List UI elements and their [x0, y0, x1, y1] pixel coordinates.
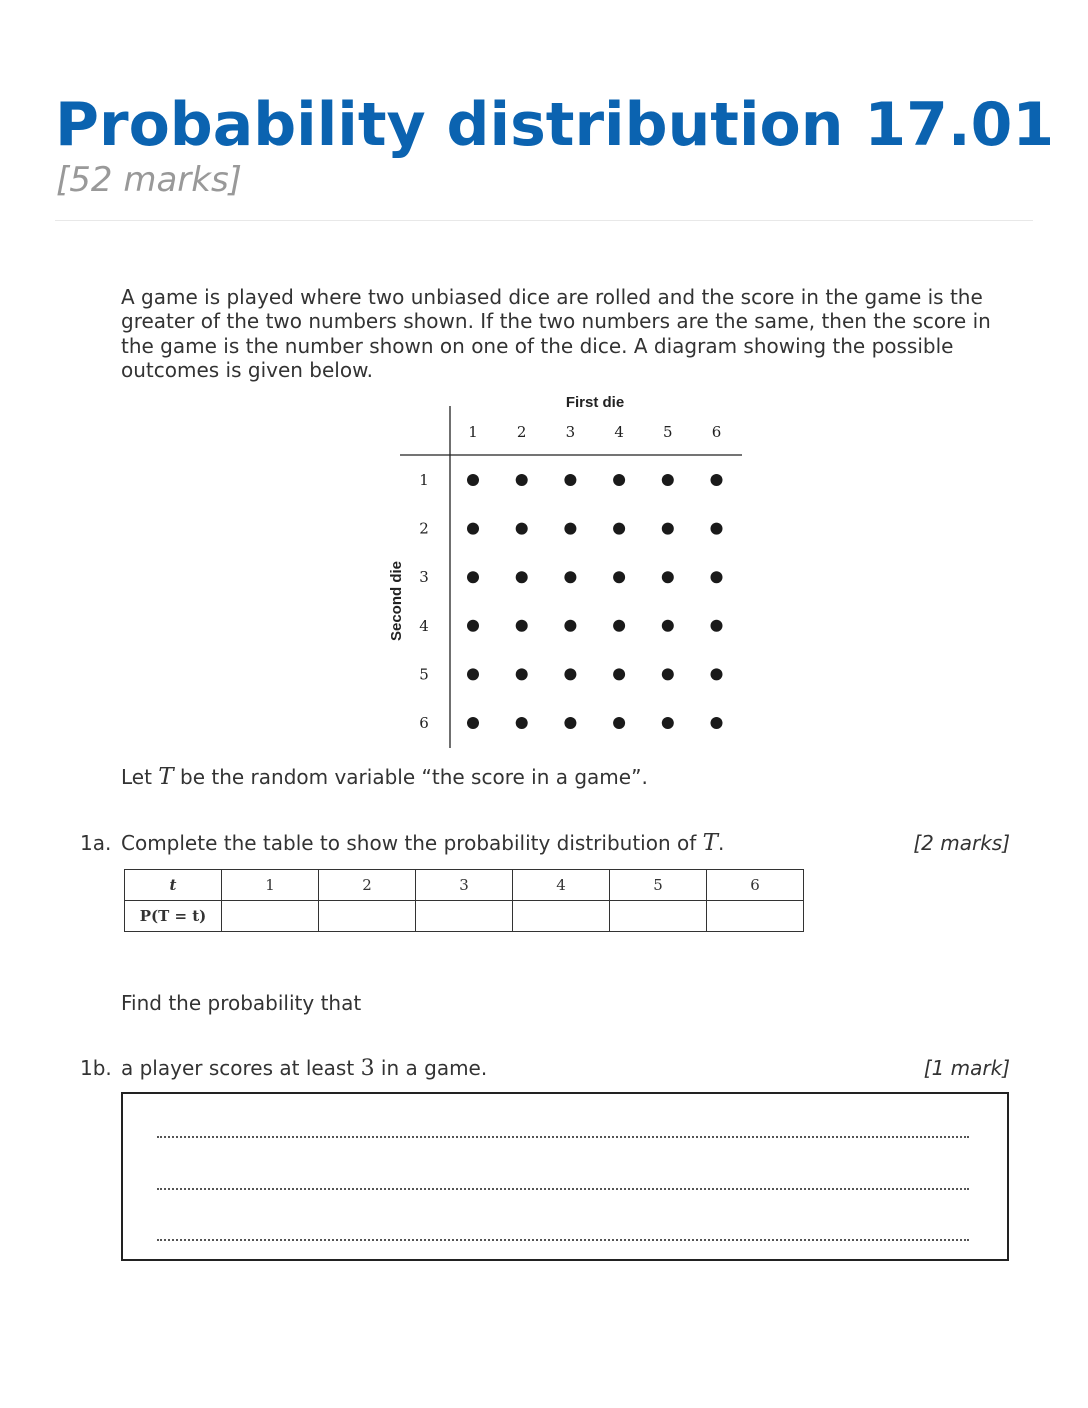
outcome-dot [711, 620, 723, 632]
column-label: 5 [663, 423, 673, 441]
answer-cell[interactable] [707, 901, 804, 932]
outcome-dot [711, 474, 723, 486]
column-label: 2 [516, 423, 527, 441]
outcome-dot [662, 571, 674, 583]
total-marks: [52 marks] [56, 160, 242, 200]
outcome-dot [662, 474, 674, 486]
outcome-dot [516, 523, 528, 535]
row-label: 1 [419, 471, 429, 489]
row-label: 5 [419, 665, 429, 684]
variable-t: T [702, 830, 718, 856]
row-label: 2 [419, 519, 429, 538]
variable-t: T [158, 764, 174, 790]
outcome-dot [467, 523, 479, 535]
answer-line [157, 1188, 969, 1190]
question-1a-marks: [2 marks] [913, 831, 1010, 855]
outcome-dot [711, 523, 723, 535]
outcome-dot [564, 620, 576, 632]
outcome-dot [711, 571, 723, 583]
page-title: Probability distribution 17.01 [55, 90, 1055, 160]
table-cell: 1 [222, 870, 319, 901]
row-label: 3 [419, 568, 429, 587]
outcome-dot [467, 474, 479, 486]
answer-cell[interactable] [610, 901, 707, 932]
outcome-dot [613, 717, 625, 729]
outcome-dot [711, 717, 723, 729]
question-1a-text: Complete the table to show the probability distribution of T. [121, 830, 725, 856]
outcome-dot [467, 717, 479, 729]
outcome-dot [467, 668, 479, 680]
second-die-label: Second die [388, 560, 405, 642]
question-1b-number: 1b. [80, 1056, 112, 1080]
outcome-dot [564, 668, 576, 680]
outcome-dot [467, 571, 479, 583]
outcome-dot [613, 523, 625, 535]
outcome-dot [516, 717, 528, 729]
table-header-probability: P(T = t) [125, 901, 222, 932]
table-row [125, 870, 804, 901]
outcome-dot [711, 668, 723, 680]
answer-cell[interactable] [513, 901, 610, 932]
outcome-dot [613, 620, 625, 632]
table-cell: 3 [416, 870, 513, 901]
question-1b-text: a player scores at least 3 in a game. [121, 1056, 488, 1081]
probability-distribution-table [124, 869, 804, 932]
outcome-dot [516, 474, 528, 486]
outcome-dot [516, 668, 528, 680]
table-cell: 6 [707, 870, 804, 901]
outcome-dot [516, 620, 528, 632]
row-label: 6 [419, 714, 429, 732]
question-1b-marks: [1 mark] [923, 1056, 1010, 1080]
column-label: 3 [565, 423, 576, 441]
find-probability-text: Find the probability that [121, 991, 362, 1015]
question-1a-number: 1a. [80, 831, 112, 855]
random-variable-definition: Let T be the random variable “the score in a game”. [121, 764, 648, 790]
answer-box[interactable] [121, 1092, 1009, 1261]
outcome-dot [662, 668, 674, 680]
outcome-dot [662, 717, 674, 729]
table-header-t: t [125, 870, 222, 901]
answer-line [157, 1136, 969, 1138]
outcome-dot [564, 523, 576, 535]
column-label: 1 [468, 423, 478, 441]
score-threshold: 3 [360, 1056, 375, 1081]
answer-cell[interactable] [319, 901, 416, 932]
outcome-dot [564, 474, 576, 486]
outcome-dot [516, 571, 528, 583]
dice-outcome-diagram [380, 388, 750, 753]
outcome-dot [564, 717, 576, 729]
answer-cell[interactable] [416, 901, 513, 932]
table-cell: 2 [319, 870, 416, 901]
table-row [125, 901, 804, 932]
outcome-dot [662, 620, 674, 632]
outcome-dot [467, 620, 479, 632]
outcome-dot [564, 571, 576, 583]
first-die-label: First die [565, 394, 625, 411]
intro-paragraph: A game is played where two unbiased dice are rolled and the score in the game is the greater of the two numbers shown. If the two numbers are the same, then the score in the game is the number shown on one of the dice. A diagram showing the possible outcomes is given below. [121, 285, 991, 382]
outcome-dot [662, 523, 674, 535]
answer-line [157, 1239, 969, 1241]
header-divider [55, 220, 1033, 221]
column-label: 6 [711, 423, 722, 441]
outcome-dot [613, 571, 625, 583]
outcome-dot [613, 474, 625, 486]
column-label: 4 [614, 423, 624, 441]
outcome-dot [613, 668, 625, 680]
row-label: 4 [419, 616, 429, 635]
table-cell: 5 [610, 870, 707, 901]
table-cell: 4 [513, 870, 610, 901]
answer-cell[interactable] [222, 901, 319, 932]
